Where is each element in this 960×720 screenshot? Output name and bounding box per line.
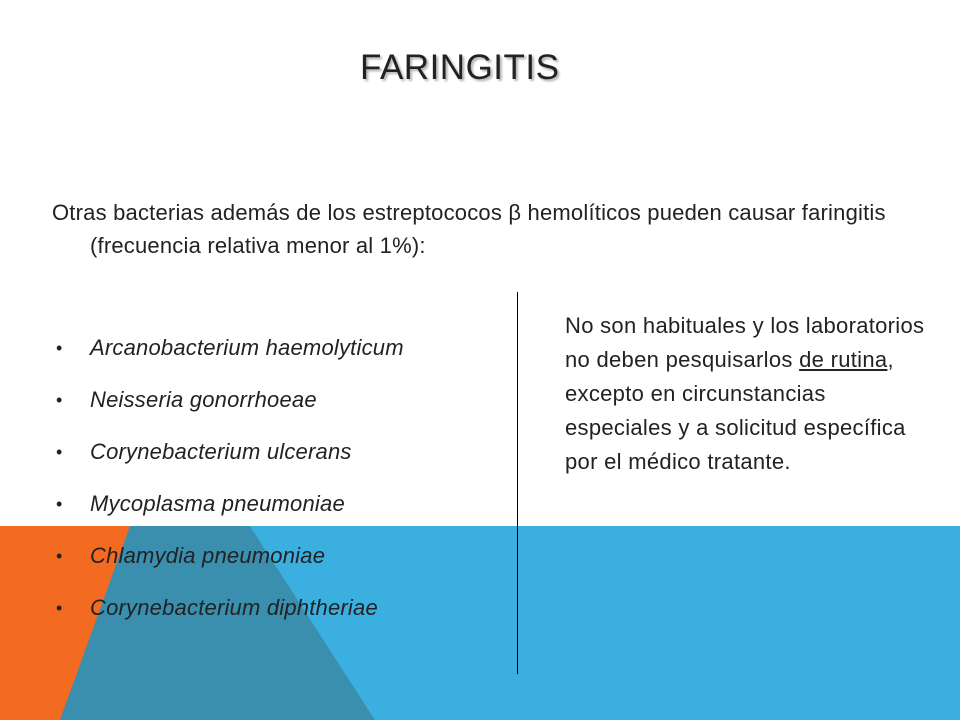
bullet-glyph: • <box>56 442 63 462</box>
list-item-label: Corynebacterium diphtheriae <box>90 595 378 620</box>
list-item-label: Neisseria gonorrhoeae <box>90 387 317 412</box>
list-item <box>52 489 404 541</box>
list-item <box>52 437 404 489</box>
side-note-underlined: de rutina <box>799 347 888 372</box>
list-item-label: Arcanobacterium haemolyticum <box>90 335 404 360</box>
side-note-text-start: No son habituales y los laboratorios no deben pesquisarlos <box>565 313 925 372</box>
bullet-glyph: • <box>56 390 63 410</box>
side-note-text-end: , excepto en circunstancias especiales y a solicitud específica por el médico tratante. <box>565 347 906 474</box>
intro-paragraph: Otras bacterias además de los estreptococos β hemolíticos pueden causar faringitis (frecuencia relativa menor al 1%): <box>52 200 886 258</box>
bullet-glyph: • <box>56 598 63 618</box>
bacteria-list <box>52 333 404 645</box>
slide-title: FARINGITIS <box>360 48 560 87</box>
list-item-label: Mycoplasma pneumoniae <box>90 491 345 516</box>
list-item <box>52 385 404 437</box>
list-item <box>52 333 404 385</box>
list-item-label: Corynebacterium ulcerans <box>90 439 352 464</box>
bullet-glyph: • <box>56 494 63 514</box>
side-note <box>565 309 925 479</box>
list-item <box>52 593 404 645</box>
list-item <box>52 541 404 593</box>
bullet-glyph: • <box>56 546 63 566</box>
bullet-glyph: • <box>56 338 63 358</box>
list-item-label: Chlamydia pneumoniae <box>90 543 326 568</box>
vertical-divider <box>517 292 518 674</box>
